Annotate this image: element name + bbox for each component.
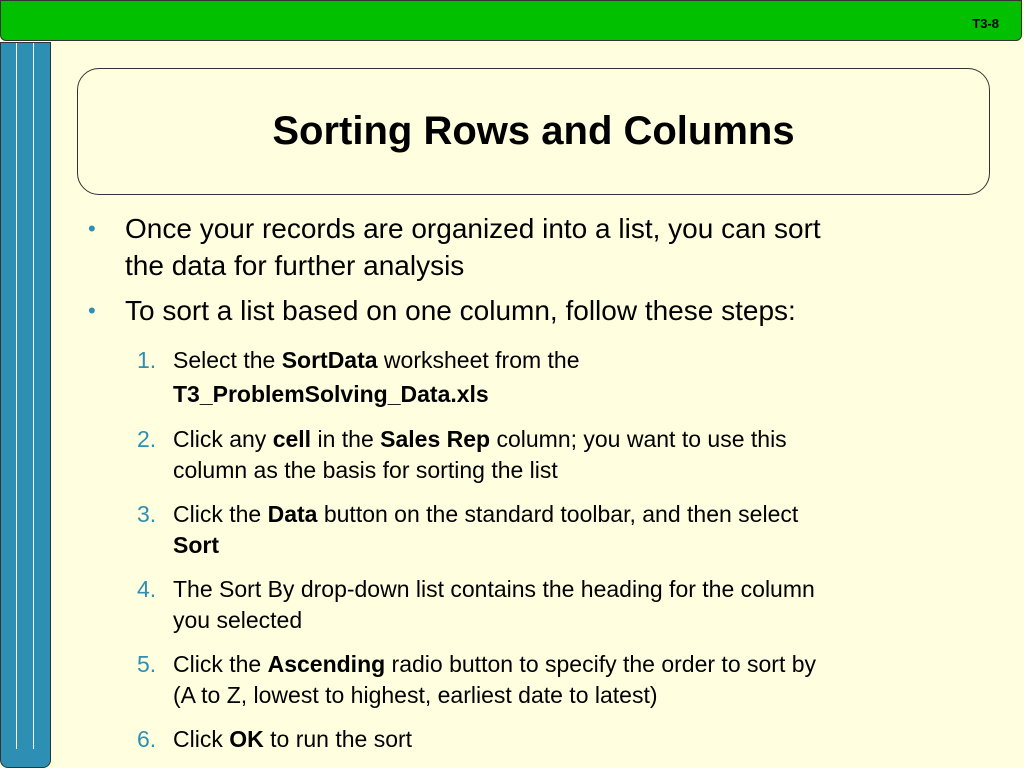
bullet-text [125, 292, 985, 329]
side-banner [0, 42, 51, 768]
step-emphasis: Ascending [267, 651, 386, 677]
bullet-line: Once your records are organized into a list, you can sort [125, 213, 821, 244]
step-emphasis: SortData [281, 347, 378, 373]
step-text-part: to run the sort [263, 726, 413, 752]
bullet-text [125, 210, 985, 284]
step-text [173, 424, 973, 486]
side-stripe [33, 43, 34, 749]
step-text-part: Select the [173, 347, 282, 373]
bullet-marker: • [88, 298, 96, 323]
title-box [77, 68, 990, 195]
step-text-part: Click the [173, 501, 268, 527]
step-number: 4. [137, 576, 157, 602]
step-number: 3. [137, 501, 157, 527]
side-stripe [16, 43, 17, 749]
step-text-part: The Sort By drop-down list contains the heading for the column [173, 576, 815, 602]
bullet-marker: • [88, 216, 96, 241]
step-emphasis: cell [272, 426, 312, 452]
step-text-part: column as the basis for sorting the list [173, 457, 558, 483]
step-text [173, 724, 973, 755]
step-text-part: Click any [173, 426, 273, 452]
step-text-part: radio button to specify the order to sort by [385, 651, 817, 677]
slide-number: T3-8 [972, 16, 999, 31]
step-text [173, 345, 973, 410]
bullet-line: the data for further analysis [125, 250, 465, 281]
step-text-part: column; you want to use this [490, 426, 787, 452]
step-emphasis: OK [229, 726, 264, 752]
step-text-part: worksheet from the [377, 347, 580, 373]
step-number: 6. [137, 726, 157, 752]
step-text-part: in the [311, 426, 381, 452]
step-text-part: Click [173, 726, 230, 752]
step-text [173, 649, 973, 711]
step-number: 1. [137, 347, 157, 373]
step-emphasis: Sales Rep [380, 426, 491, 452]
step-text-part: button on the standard toolbar, and then select [317, 501, 799, 527]
bullet-line: To sort a list based on one column, follow these steps: [125, 295, 796, 326]
step-emphasis: T3_ProblemSolving_Data.xls [173, 381, 489, 407]
top-banner [0, 0, 1022, 41]
step-text [173, 574, 973, 636]
step-number: 2. [137, 426, 157, 452]
step-emphasis: Sort [173, 532, 219, 558]
step-number: 5. [137, 651, 157, 677]
step-text-part: (A to Z, lowest to highest, earliest date to latest) [173, 682, 658, 708]
slide-title: Sorting Rows and Columns [272, 109, 795, 153]
step-text [173, 499, 973, 561]
step-text-part: Click the [173, 651, 268, 677]
step-emphasis: Data [267, 501, 318, 527]
step-text-part: you selected [173, 607, 303, 633]
